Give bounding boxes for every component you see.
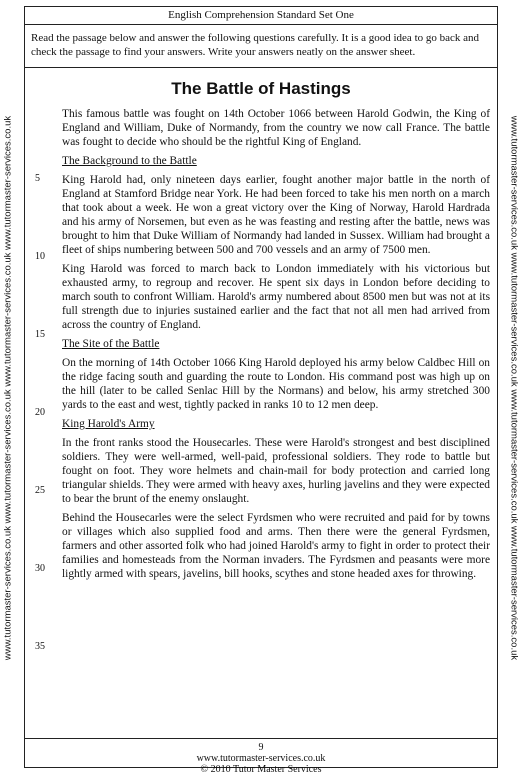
page-header: English Comprehension Standard Set One	[25, 7, 497, 25]
paragraph-background-1: King Harold had, only nineteen days earlier, fought another major battle in the north of England at Stamford Bridge near York. He had been forced to take his men north on a march that took about a week. He won a great victory over the King of Norway, Harold Hardrada and his army of Norsemen, but even as he was feasting and resting after the battle, news was brought to him that Duke William of Normandy had landed in Sussex. William had brought a fleet of ships numbering between 500 and 700 vessels and an army of 7500 men.	[62, 174, 490, 256]
paragraph-army-1: In the front ranks stood the Housecarles. These were Harold's strongest and best disciplined soldiers. They were well-armed, well-paid, professional soldiers. They rode to battle but fought on foot. They wore helmets and chain-mail for body protection and carried long triangular shields. They were armed with heavy axes, hurling javelins and they were expected to bear the brunt of the enemy onslaught.	[62, 437, 490, 505]
footer-copyright: © 2010 Tutor Master Services	[200, 764, 322, 775]
line-number: 5	[35, 173, 40, 184]
line-number: 10	[35, 251, 45, 262]
instructions: Read the passage below and answer the following questions carefully. It is a good idea to go back and check the passage to find your answers. Write your answers neatly on the answer sheet.	[31, 32, 480, 58]
footer-website: www.tutormaster-services.co.uk	[196, 753, 326, 764]
line-number: 20	[35, 407, 45, 418]
paragraph-intro: This famous battle was fought on 14th October 1066 between Harold Godwin, the King of England and William, Duke of Normandy, from the country we now call France. The battle was fought to decide who should be the rightful King of England.	[62, 108, 490, 148]
heading-background: The Background to the Battle	[62, 155, 197, 167]
passage	[62, 107, 490, 586]
page-title: The Battle of Hastings	[171, 79, 351, 98]
page-number: 9	[258, 742, 264, 753]
line-number: 35	[35, 641, 45, 652]
left-watermark	[0, 0, 16, 775]
page-footer	[25, 742, 497, 775]
left-watermark-text: www.tutormaster-services.co.uk www.tutormaster-services.co.uk www.tutormaster-services.co.uk www.tutormaster-services.co.uk	[2, 115, 14, 660]
paragraph-background-2: King Harold was forced to march back to London immediately with his victorious but exhausted army, to regroup and recover. He spent six days in London before deciding to march south to confront William. Harold's army numbered about 8500 men but was not at its full strength due to injuries sustained earlier and the fact that not all men had arrived from across the country of England.	[62, 263, 490, 331]
right-watermark-text: www.tutormaster-services.co.uk www.tutormaster-services.co.uk www.tutormaster-services.co.uk www.tutormaster-services.co.uk	[508, 115, 520, 660]
line-number: 25	[35, 485, 45, 496]
line-number: 15	[35, 329, 45, 340]
paragraph-army-2: Behind the Housecarles were the select Fyrdsmen who were recruited and paid for by towns or villages which also supplied food and arms. Then there were the general Fyrdsmen, farmers and other assorted folk who had joined Harold's army to fight in order to protect their families and homesteads from the Norman invaders. The Fyrdsmen and peasants were more lightly armed with spears, javelins, bill hooks, scythes and stone headed axes for throwing.	[62, 512, 490, 580]
footer-divider	[25, 738, 497, 739]
heading-site: The Site of the Battle	[62, 338, 160, 350]
heading-army: King Harold's Army	[62, 418, 155, 430]
page-frame	[24, 6, 498, 775]
paragraph-site: On the morning of 14th October 1066 King Harold deployed his army below Caldbec Hill on the ridge facing south and guarding the route to London. His command post was high up on the hill (later to be called Senlac Hill by the Normans) and below, his army stretched 300 yards to the east and west, tightly packed in ranks 10 to 12 men deep.	[62, 357, 490, 411]
header-divider	[25, 67, 497, 68]
line-number: 30	[35, 563, 45, 574]
right-watermark	[506, 0, 522, 775]
